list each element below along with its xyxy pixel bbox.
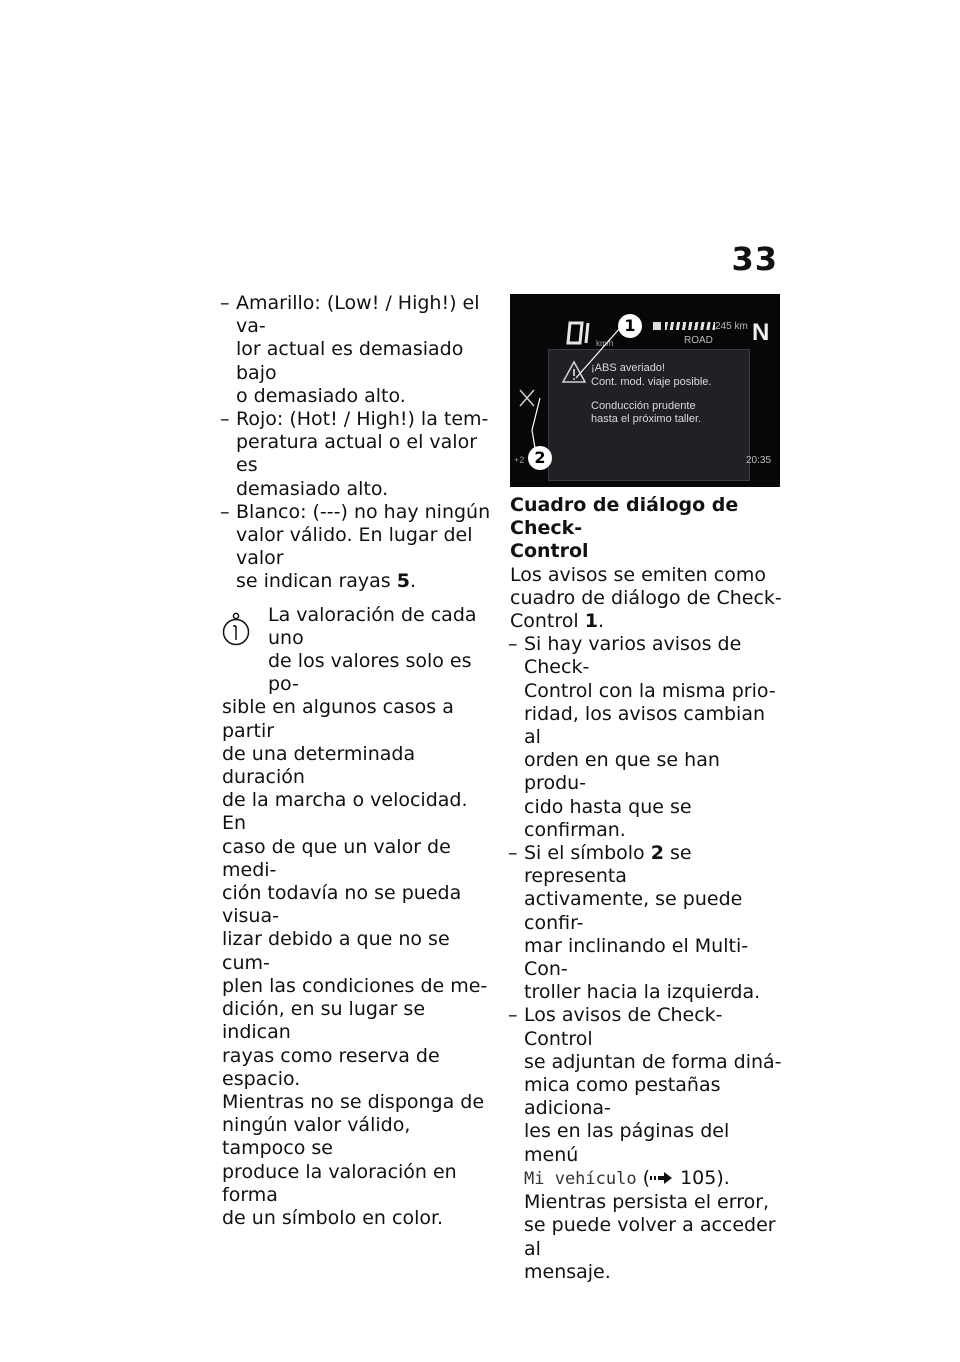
info-icon — [222, 612, 250, 646]
text-line: de un símbolo en color. — [222, 1206, 444, 1229]
text-line: Amarillo: (Low! / High!) el va- — [236, 292, 480, 338]
ride-mode: ROAD — [684, 335, 713, 346]
text-line: Control con la misma prio- — [524, 679, 776, 702]
text-line: Rojo: (Hot! / High!) la tem- — [236, 408, 489, 431]
section-heading: Cuadro de diálogo de Check- — [510, 494, 739, 540]
reference-number: 5 — [396, 570, 410, 593]
text-line: rayas como reserva de espacio. — [222, 1044, 440, 1090]
list-item — [510, 1004, 782, 1283]
text-line: produce la valoración en forma — [222, 1160, 457, 1206]
text-line: lizar debido a que no se cum- — [222, 928, 450, 974]
text-line: demasiado alto. — [236, 477, 389, 500]
text-line: Control 1. — [510, 610, 605, 633]
reference-number: 1 — [584, 610, 598, 633]
text-line: Mientras persista el error, — [524, 1191, 770, 1214]
page-reference-arrow-icon — [650, 1171, 674, 1185]
text-line: de la marcha o velocidad. En — [222, 789, 468, 835]
tft-display-screenshot — [510, 294, 780, 487]
text-line: caso de que un valor de medi- — [222, 835, 451, 881]
menu-name: Mi vehículo — [524, 1168, 637, 1189]
text-line: orden en que se han produ- — [524, 749, 720, 795]
dialog-title: ¡ABS averiado! — [591, 362, 665, 374]
list-item — [222, 501, 494, 594]
list-dash: – — [508, 633, 518, 656]
text-line: ningún valor válido, tampoco se — [222, 1114, 411, 1160]
callout-1: 1 — [618, 314, 642, 338]
right-column — [510, 494, 782, 1284]
text-line: cido hasta que se confirman. — [524, 795, 692, 841]
text-line: lor actual es demasiado bajo — [236, 338, 464, 384]
text-line: se indican rayas 5. — [236, 570, 417, 593]
text-line: valor válido. En lugar del valor — [236, 524, 473, 570]
page-reference: 105). — [674, 1166, 730, 1189]
text-line: Si el símbolo 2 se representa — [524, 842, 692, 888]
info-note — [222, 604, 494, 1230]
left-column — [222, 292, 494, 1230]
text-line: se adjuntan de forma diná- — [524, 1050, 782, 1073]
clock: 20:35 — [746, 455, 772, 466]
intro-paragraph — [510, 564, 782, 634]
reference-number: 2 — [650, 842, 664, 865]
text-line: sible en algunos casos a partir — [222, 696, 454, 742]
list-dash: – — [508, 842, 518, 865]
text-line: Mi vehículo ( 105). — [524, 1166, 730, 1189]
text-line: dición, en su lugar se indican — [222, 998, 426, 1044]
text-line: plen las condiciones de me- — [222, 974, 488, 997]
text-line: Blanco: (---) no hay ningún — [236, 500, 491, 523]
text-line: Si hay varios avisos de Check- — [524, 633, 742, 679]
list-item — [510, 842, 782, 1004]
page-number: 33 — [731, 240, 778, 278]
text-line: Mientras no se disponga de — [222, 1090, 485, 1113]
text-line: de los valores solo es po- — [268, 650, 472, 696]
callout-2: 2 — [528, 446, 552, 470]
text-line: mica como pestañas adiciona- — [524, 1074, 721, 1120]
range-readout: 245 km — [715, 321, 748, 332]
dialog-body-line: Conducción prudente — [591, 400, 696, 412]
text-line: les en las páginas del menú — [524, 1120, 730, 1166]
text-line: Los avisos se emiten como — [510, 563, 766, 586]
section-heading: Control — [510, 540, 589, 563]
list-dash: – — [220, 292, 230, 314]
list-dash: – — [508, 1004, 518, 1027]
text-line: cuadro de diálogo de Check- — [510, 586, 782, 609]
text-line: Los avisos de Check-Control — [524, 1004, 723, 1050]
text-line: activamente, se puede confir- — [524, 888, 743, 934]
gear-indicator: N — [752, 319, 770, 346]
list-dash: – — [220, 500, 230, 523]
text-line: de una determinada duración — [222, 742, 416, 789]
speed-unit: km/h — [596, 339, 614, 348]
text-line: La valoración de cada uno — [268, 603, 477, 649]
text-line: o demasiado alto. — [236, 384, 406, 407]
text-line: peratura actual o el valor es — [236, 431, 478, 477]
text-line: mar inclinando el Multi-Con- — [524, 934, 749, 981]
text-line: mensaje. — [524, 1260, 611, 1283]
text-line: ción todavía no se pueda visua- — [222, 882, 462, 928]
dialog-body-line: hasta el próximo taller. — [591, 413, 702, 425]
list-item — [510, 633, 782, 842]
left-indicator: +2 — [514, 455, 525, 465]
text-line: troller hacia la izquierda. — [524, 981, 761, 1004]
text-line: se puede volver a acceder al — [524, 1214, 776, 1260]
dialog-subtitle: Cont. mod. viaje posible. — [591, 376, 712, 388]
list-item — [222, 292, 494, 408]
list-dash: – — [220, 408, 230, 431]
text-line: ridad, los avisos cambian al — [524, 702, 766, 749]
list-item — [222, 408, 494, 501]
